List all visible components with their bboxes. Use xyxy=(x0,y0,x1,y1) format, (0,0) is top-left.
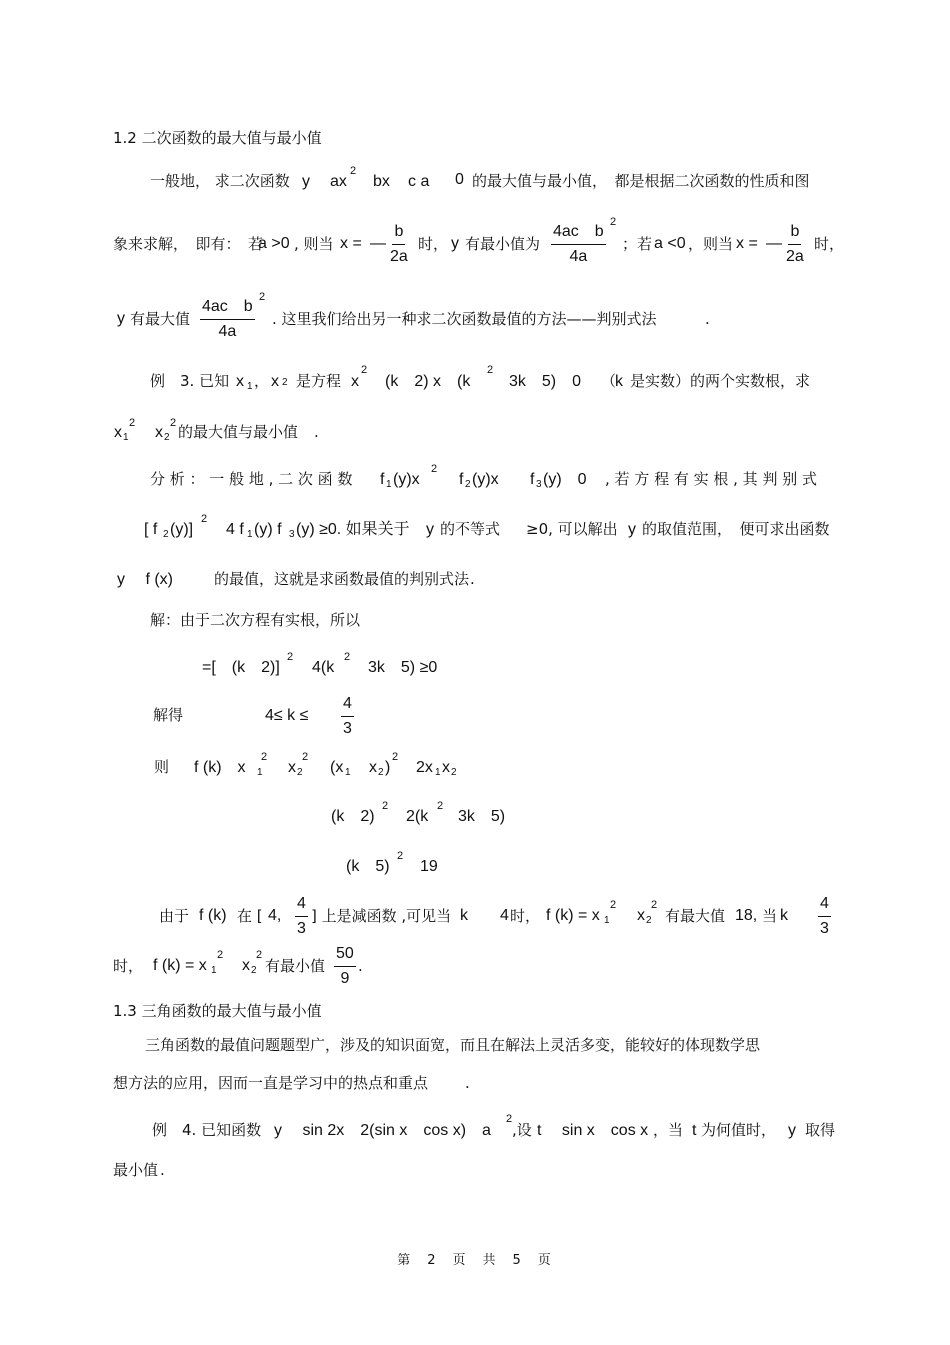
fraction-min-value xyxy=(551,222,606,267)
fraction-b-over-2a xyxy=(390,222,408,267)
subscript: 1 xyxy=(345,767,351,778)
para-text: 为何值时， xyxy=(701,1121,777,1139)
superscript: 2 xyxy=(261,751,268,763)
superscript: 2 xyxy=(506,1113,513,1125)
math: (k 5) xyxy=(346,858,390,875)
subscript: 3 xyxy=(536,479,542,490)
superscript: 2 xyxy=(170,417,177,429)
math: 4 f xyxy=(226,521,244,538)
denominator: 3 xyxy=(297,920,306,937)
math: 4≤ k ≤ xyxy=(265,707,309,724)
numerator: 4 xyxy=(818,894,831,917)
para-text: . xyxy=(705,310,710,328)
para-text: 的最大值与最小值， 都是根据二次函数的性质和图 xyxy=(472,172,810,190)
math: y sin 2x 2(sin x cos x) a xyxy=(274,1122,491,1139)
math: =[ (k 2)] xyxy=(202,659,280,676)
example-label: 例 4. 已知函数 xyxy=(152,1121,262,1139)
para-text: . xyxy=(160,1161,165,1179)
superscript: 2 xyxy=(302,751,309,763)
math: 4(k xyxy=(312,659,335,676)
fraction-4-3 xyxy=(818,894,831,939)
superscript: 2 xyxy=(610,216,617,228)
subscript: 1 xyxy=(386,479,392,490)
math: y xyxy=(302,173,310,190)
subscript: 2 xyxy=(646,915,652,926)
math: x xyxy=(351,373,359,390)
superscript: 2 xyxy=(487,364,494,376)
math: f xyxy=(380,471,385,488)
para-text: ，当 xyxy=(653,1121,684,1139)
example-label: 例 3. 已知 xyxy=(150,372,230,390)
math: (k 2) xyxy=(331,808,375,825)
superscript: 2 xyxy=(437,800,444,812)
solve-label: 解得 xyxy=(153,706,184,724)
math: a >0 xyxy=(258,235,290,252)
fraction-50-9 xyxy=(334,944,356,989)
math: x xyxy=(242,957,250,974)
subscript: 2 xyxy=(465,479,471,490)
subscript: 2 xyxy=(282,377,288,388)
math: [ f xyxy=(144,521,158,538)
math: (y) f xyxy=(254,521,282,538)
para-text: 的最大值与最小值 xyxy=(178,423,299,441)
superscript: 2 xyxy=(259,291,266,303)
para-text: （ xyxy=(601,372,617,390)
para-text: 的取值范围， 便可求出函数 xyxy=(642,520,830,538)
para-text: 的最值，这就是求函数最值的判别式法 xyxy=(214,570,470,588)
math: f xyxy=(459,471,464,488)
para-text: , 则当 xyxy=(294,235,334,253)
math: x xyxy=(369,759,377,776)
math: f (k) = x xyxy=(546,907,600,924)
para-text: . 这里我们给出另一种求二次函数最值的方法——判别式法 xyxy=(272,310,657,328)
numerator: 50 xyxy=(334,944,356,967)
math: 4, xyxy=(268,907,282,924)
math: x xyxy=(236,373,244,390)
math: x xyxy=(637,907,645,924)
para-text: ≥0, 可以解出 xyxy=(526,520,618,538)
page-footer: 第 2 页 共 5 页 xyxy=(397,1253,553,1268)
math: (k 2) x (k xyxy=(385,373,471,390)
para-text: 有最小值 xyxy=(265,957,326,975)
math: f (k) xyxy=(199,907,227,924)
math: — xyxy=(766,235,782,252)
numerator: b xyxy=(788,222,801,245)
para-text: 是方程 xyxy=(296,372,342,390)
math: x xyxy=(442,759,450,776)
para-text: 有最大值 xyxy=(665,907,726,925)
numerator: 4ac b xyxy=(551,222,606,245)
numerator: 4 xyxy=(295,894,308,917)
superscript: 2 xyxy=(344,651,351,663)
para-text: ，则当 xyxy=(688,235,734,253)
math: x xyxy=(288,759,296,776)
denominator: 4a xyxy=(218,323,237,340)
math: y xyxy=(117,310,125,327)
math: c a xyxy=(408,173,430,190)
then-label: 则 xyxy=(154,758,170,776)
math: a <0 xyxy=(654,235,686,252)
para-text: , 若 方 程 有 实 根 , 其 判 别 式 xyxy=(605,470,817,488)
superscript: 2 xyxy=(350,165,357,177)
math: y xyxy=(788,1122,796,1139)
numerator: 4 xyxy=(341,694,354,717)
para-text: . xyxy=(314,423,319,441)
superscript: 2 xyxy=(217,949,224,961)
superscript: 2 xyxy=(201,513,208,525)
section-title-1-3: 1.3 三角函数的最大值与最小值 xyxy=(113,1002,322,1020)
math: x = xyxy=(340,235,362,252)
math: f xyxy=(530,471,535,488)
denominator: 2a xyxy=(786,248,804,265)
superscript: 2 xyxy=(256,949,263,961)
subscript: 1 xyxy=(257,767,263,778)
subscript: 2 xyxy=(378,767,384,778)
superscript: 2 xyxy=(382,800,389,812)
analysis-label: 分 析 ： 一 般 地 , 二 次 函 数 xyxy=(150,470,353,488)
denominator: 4a xyxy=(569,248,588,265)
superscript: 2 xyxy=(287,651,294,663)
para-text: 由于 xyxy=(159,907,190,925)
solution-intro: 解：由于二次方程有实根，所以 xyxy=(150,611,361,629)
fraction-4-3 xyxy=(341,694,354,739)
math: x = xyxy=(736,235,758,252)
para-text: 时， xyxy=(418,235,449,253)
math: (x xyxy=(330,759,344,776)
superscript: 2 xyxy=(361,364,368,376)
math: (y)x xyxy=(393,471,420,488)
superscript: 2 xyxy=(397,850,404,862)
math: 19 xyxy=(420,858,438,875)
superscript: 2 xyxy=(610,899,617,911)
denominator: 9 xyxy=(340,970,350,987)
math: y xyxy=(426,521,434,538)
para-text: 时， xyxy=(814,235,845,253)
subscript: 2 xyxy=(251,965,257,976)
para-text: 时， xyxy=(510,907,541,925)
numerator: b xyxy=(392,222,405,245)
para-text: ， xyxy=(254,372,270,390)
denominator: 3 xyxy=(820,920,829,937)
superscript: 2 xyxy=(431,463,438,475)
math: f (k) x xyxy=(194,759,246,776)
para-text: 想方法的应用，因而一直是学习中的热点和重点 xyxy=(113,1074,429,1092)
math: 2(k xyxy=(406,808,429,825)
math: k xyxy=(615,373,623,390)
para-text: 在 [ xyxy=(237,907,263,925)
para-text: 有最大值 xyxy=(130,310,191,328)
superscript: 2 xyxy=(651,899,658,911)
subscript: 2 xyxy=(451,767,457,778)
math: x xyxy=(114,424,122,441)
math: y f (x) xyxy=(117,571,173,588)
math: (y) ≥0. 如果关于 xyxy=(296,521,410,538)
para-text: 取得 xyxy=(805,1121,836,1139)
subscript: 1 xyxy=(123,432,129,443)
math: 18, xyxy=(735,907,758,924)
math: x xyxy=(271,373,279,390)
math: k xyxy=(460,907,468,924)
para-text: 的不等式 xyxy=(440,520,501,538)
para-text: 一般地， 求二次函数 xyxy=(150,172,290,190)
para-text: ,设 xyxy=(512,1121,532,1139)
subscript: 1 xyxy=(247,529,253,540)
math: 2x xyxy=(416,759,433,776)
math: x xyxy=(155,424,163,441)
math: y xyxy=(628,521,636,538)
superscript: 2 xyxy=(392,751,399,763)
para-text: ；若 xyxy=(622,235,653,253)
math: (y) 0 xyxy=(543,471,587,488)
para-text: 有最小值为 xyxy=(465,235,541,253)
math: k xyxy=(780,907,788,924)
math: ) xyxy=(385,759,391,776)
superscript: 2 xyxy=(129,417,136,429)
para-text: 最小值 xyxy=(113,1161,159,1179)
math: 3k 5) 0 xyxy=(509,373,582,390)
math: ax xyxy=(330,173,347,190)
para-text: 象来求解， 即有： 若 xyxy=(113,235,264,253)
math: y xyxy=(451,235,459,252)
math: 0 xyxy=(455,171,464,188)
math: (y)] xyxy=(170,521,194,538)
math: t xyxy=(692,1122,697,1139)
subscript: 1 xyxy=(435,767,441,778)
math: 3k 5) xyxy=(458,808,506,825)
fraction-max-value xyxy=(200,297,255,342)
math: t sin x cos x xyxy=(537,1122,649,1139)
section-title-1-2: 1.2 二次函数的最大值与最小值 xyxy=(113,129,322,147)
para-text: 是实数）的两个实数根，求 xyxy=(630,372,811,390)
para-text: 三角函数的最值问题题型广，涉及的知识面宽，而且在解法上灵活多变，能较好的体现数学思 xyxy=(145,1036,761,1054)
denominator: 2a xyxy=(390,248,408,265)
subscript: 1 xyxy=(247,381,253,392)
para-text: ] 上是减函数 ,可见当 xyxy=(311,907,452,925)
subscript: 2 xyxy=(297,767,303,778)
subscript: 1 xyxy=(211,965,217,976)
math: f (k) = x xyxy=(153,957,207,974)
subscript: 2 xyxy=(163,529,169,540)
subscript: 1 xyxy=(604,915,610,926)
math: bx xyxy=(373,173,390,190)
math: 3k 5) ≥0 xyxy=(368,659,438,676)
numerator: 4ac b xyxy=(200,297,255,320)
para-text: . xyxy=(470,570,475,588)
math: (y)x xyxy=(472,471,499,488)
para-text: 当 xyxy=(762,907,778,925)
denominator: 3 xyxy=(343,720,352,737)
para-text: . xyxy=(465,1074,470,1092)
subscript: 3 xyxy=(289,529,295,540)
math: 4 xyxy=(500,907,509,924)
para-text: 时， xyxy=(113,957,144,975)
subscript: 2 xyxy=(164,432,170,443)
math: — xyxy=(370,235,386,252)
para-text: . xyxy=(358,957,363,975)
fraction-b-over-2a xyxy=(786,222,804,267)
fraction-4-3 xyxy=(295,894,308,939)
